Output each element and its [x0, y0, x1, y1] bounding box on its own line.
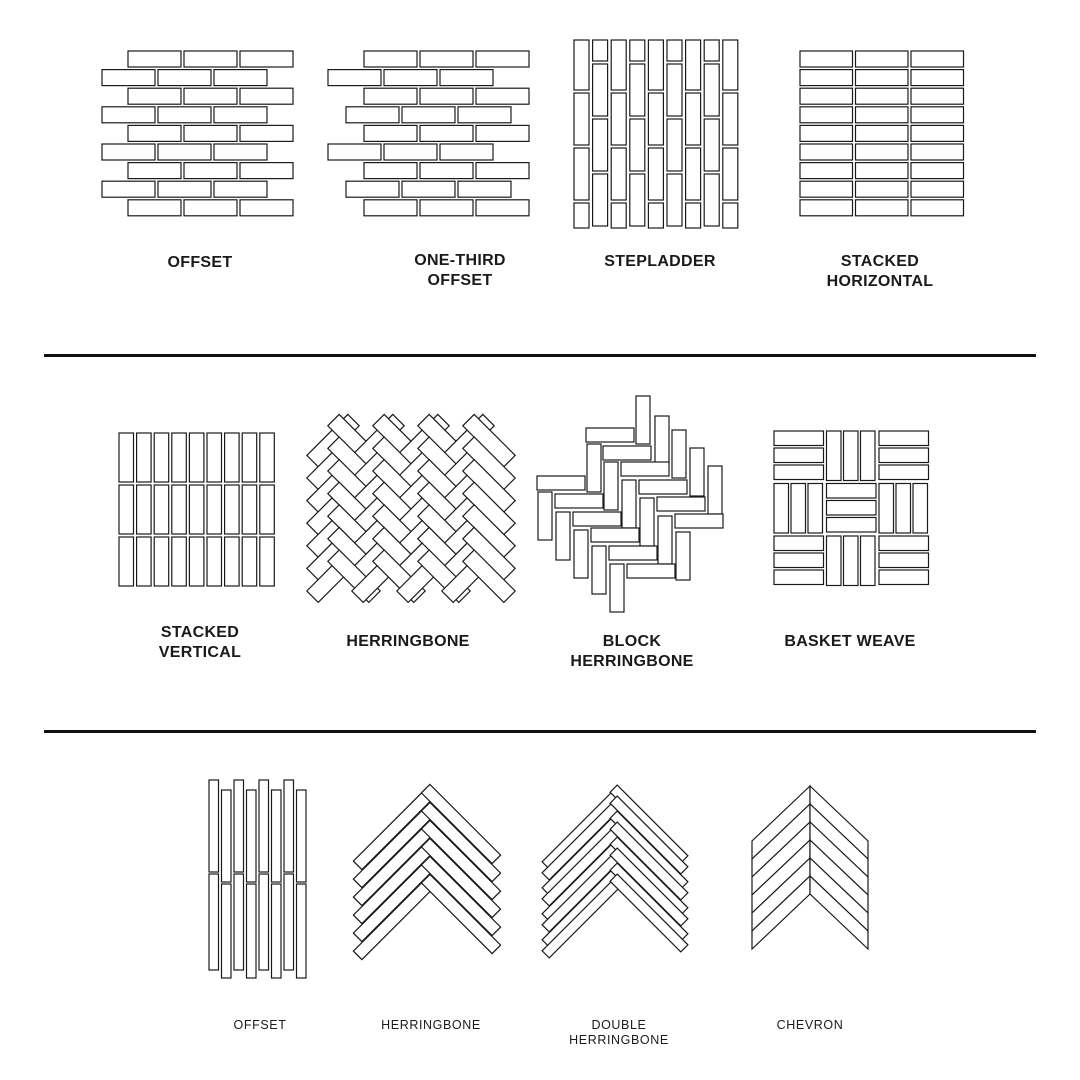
- tile: [574, 40, 589, 90]
- tile: [402, 181, 455, 197]
- tile: [158, 70, 211, 86]
- tile: [420, 51, 473, 67]
- tile: [458, 181, 511, 197]
- tile: [911, 88, 964, 104]
- tile: [574, 203, 589, 228]
- tile: [209, 780, 219, 872]
- label-block-herringbone: [542, 632, 722, 672]
- tile: [844, 536, 859, 586]
- tile: [214, 144, 267, 160]
- tile: [827, 501, 877, 516]
- tile: [158, 181, 211, 197]
- tile: [704, 40, 719, 61]
- tile: [856, 125, 909, 141]
- tile: [704, 119, 719, 171]
- tile: [603, 446, 651, 460]
- tile: [225, 485, 240, 534]
- tile: [827, 536, 842, 586]
- tile: [640, 498, 654, 546]
- label-line: VERTICAL: [158, 644, 242, 661]
- tile: [128, 88, 181, 104]
- tile: [172, 485, 187, 534]
- tile: [225, 433, 240, 482]
- tile: [791, 484, 806, 534]
- label-herringbone: [320, 632, 496, 652]
- label-line: HERRINGBONE: [346, 633, 470, 650]
- label-line: HERRINGBONE: [381, 1018, 481, 1032]
- tile: [672, 430, 686, 478]
- tile: [827, 518, 877, 533]
- tile: [911, 163, 964, 179]
- tile: [328, 70, 381, 86]
- tile: [723, 93, 738, 145]
- tile: [911, 70, 964, 86]
- tile: [574, 530, 588, 578]
- tile: [627, 564, 675, 578]
- chevron-pattern: [752, 786, 868, 949]
- tile: [240, 200, 293, 216]
- tile: [574, 93, 589, 145]
- tile: [346, 107, 399, 123]
- tile: [234, 874, 244, 970]
- label-line: DOUBLE: [591, 1018, 647, 1032]
- tile: [364, 200, 417, 216]
- tile: [800, 144, 853, 160]
- stacked-vertical-pattern: [119, 433, 274, 586]
- tile: [861, 536, 876, 586]
- label-line: STACKED: [840, 253, 920, 270]
- double-herringbone-pattern: [542, 785, 688, 958]
- label-double-herringbone: [554, 1018, 684, 1048]
- label-offset: [125, 253, 275, 273]
- tile: [774, 484, 789, 534]
- label-basket-weave: [760, 632, 940, 652]
- tile: [189, 433, 204, 482]
- tile: [240, 125, 293, 141]
- tile: [622, 480, 636, 528]
- tile: [856, 181, 909, 197]
- tile: [102, 144, 155, 160]
- tile: [420, 88, 473, 104]
- tile: [704, 64, 719, 116]
- tile: [119, 433, 134, 482]
- tile: [611, 40, 626, 90]
- tile: [913, 484, 928, 534]
- tile: [574, 148, 589, 200]
- tile: [856, 88, 909, 104]
- tile: [827, 484, 877, 499]
- tile: [476, 163, 529, 179]
- tile: [667, 40, 682, 61]
- tile: [879, 553, 929, 568]
- label-line: OFFSET: [167, 254, 233, 271]
- tile: [675, 514, 723, 528]
- tile: [800, 200, 853, 216]
- basket-weave-pattern: [774, 431, 929, 586]
- tile: [137, 433, 152, 482]
- tile: [158, 107, 211, 123]
- narrow-offset-pattern: [209, 780, 306, 978]
- tile: [655, 416, 669, 464]
- tile: [364, 51, 417, 67]
- tile: [630, 119, 645, 171]
- tile: [346, 181, 399, 197]
- tile: [800, 88, 853, 104]
- label-line: BLOCK: [602, 633, 662, 650]
- tile: [774, 448, 824, 463]
- tile: [189, 485, 204, 534]
- tile: [704, 174, 719, 226]
- tile: [856, 70, 909, 86]
- tile: [593, 174, 608, 226]
- tile: [611, 93, 626, 145]
- tile: [537, 476, 585, 490]
- tile: [723, 203, 738, 228]
- tile: [774, 536, 824, 551]
- tile: [102, 181, 155, 197]
- label-line: ONE-THIRD: [414, 252, 506, 269]
- tile: [604, 462, 618, 510]
- label-chevron: [750, 1018, 870, 1033]
- label-line: OFFSET: [233, 1018, 287, 1032]
- tile: [225, 537, 240, 586]
- tile: [184, 51, 237, 67]
- stacked-horizontal-pattern: [800, 51, 964, 216]
- tile: [593, 40, 608, 61]
- tile: [774, 465, 824, 480]
- tile: [856, 107, 909, 123]
- tile: [911, 181, 964, 197]
- tile: [667, 119, 682, 171]
- tile: [911, 125, 964, 141]
- tile: [586, 428, 634, 442]
- label-line: STEPLADDER: [604, 253, 716, 270]
- tile: [879, 465, 929, 480]
- label-line: CHEVRON: [776, 1018, 844, 1032]
- tile: [476, 88, 529, 104]
- tile: [856, 163, 909, 179]
- tile: [119, 485, 134, 534]
- tile: [808, 484, 823, 534]
- tile: [234, 780, 244, 872]
- tile: [207, 433, 222, 482]
- tile: [827, 431, 842, 481]
- label-line: HERRINGBONE: [570, 653, 694, 670]
- tile: [879, 431, 929, 446]
- tile: [879, 570, 929, 585]
- tile: [242, 433, 257, 482]
- tile: [690, 448, 704, 496]
- tile: [593, 119, 608, 171]
- tile: [911, 144, 964, 160]
- tile: [896, 484, 911, 534]
- tile: [128, 125, 181, 141]
- tile: [911, 51, 964, 67]
- label-stacked-horizontal: [780, 252, 980, 292]
- tile: [591, 528, 639, 542]
- label-line: HORIZONTAL: [826, 273, 934, 290]
- tile: [284, 874, 294, 970]
- narrow-herringbone-pattern: [353, 784, 500, 959]
- row-divider-2: [44, 730, 1036, 733]
- tile: [364, 125, 417, 141]
- tile: [214, 107, 267, 123]
- tile: [800, 70, 853, 86]
- tile: [648, 203, 663, 228]
- tile: [911, 107, 964, 123]
- tile: [128, 163, 181, 179]
- tile: [774, 431, 824, 446]
- tile: [384, 144, 437, 160]
- tile: [657, 497, 705, 511]
- tile: [154, 485, 169, 534]
- label-stacked-vertical: [110, 623, 290, 663]
- tile: [538, 492, 552, 540]
- tile: [879, 448, 929, 463]
- tile: [240, 163, 293, 179]
- tile: [420, 200, 473, 216]
- tile: [214, 181, 267, 197]
- tile: [260, 485, 275, 534]
- herringbone-pattern: [307, 414, 515, 602]
- tile: [402, 107, 455, 123]
- tile: [207, 485, 222, 534]
- tile: [639, 480, 687, 494]
- tile: [154, 537, 169, 586]
- tile: [158, 144, 211, 160]
- tile: [476, 125, 529, 141]
- tile: [184, 125, 237, 141]
- tile: [800, 51, 853, 67]
- tile: [128, 51, 181, 67]
- label-line: OFFSET: [427, 272, 493, 289]
- tile: [911, 200, 964, 216]
- tile: [247, 790, 257, 882]
- tile: [260, 537, 275, 586]
- tile: [861, 431, 876, 481]
- tile: [259, 780, 269, 872]
- label-one-third-offset: [355, 251, 565, 291]
- tile: [856, 144, 909, 160]
- offset-pattern: [102, 51, 293, 216]
- tile: [242, 485, 257, 534]
- tile: [222, 884, 232, 978]
- tile: [102, 107, 155, 123]
- tile: [364, 163, 417, 179]
- tile: [774, 553, 824, 568]
- tile: [556, 512, 570, 560]
- label-line: HERRINGBONE: [569, 1033, 669, 1047]
- tile: [879, 536, 929, 551]
- tile: [209, 874, 219, 970]
- tile: [440, 70, 493, 86]
- tile: [611, 203, 626, 228]
- block-herringbone-pattern: [537, 396, 723, 612]
- tile: [723, 40, 738, 90]
- tile: [648, 93, 663, 145]
- tile: [328, 144, 381, 160]
- tile: [260, 433, 275, 482]
- tile: [667, 174, 682, 226]
- tile: [272, 790, 282, 882]
- tile: [630, 40, 645, 61]
- tile: [686, 203, 701, 228]
- tile: [184, 200, 237, 216]
- tile: [189, 537, 204, 586]
- label-stepladder: [560, 252, 760, 272]
- tile: [856, 51, 909, 67]
- tile: [611, 148, 626, 200]
- tile: [800, 107, 853, 123]
- tile: [686, 40, 701, 90]
- one-third-offset-pattern: [328, 51, 529, 216]
- tile: [686, 93, 701, 145]
- tile: [297, 790, 307, 882]
- tile: [184, 163, 237, 179]
- tile: [686, 148, 701, 200]
- tile: [364, 88, 417, 104]
- tile: [658, 516, 672, 564]
- label-narrow-offset: [200, 1018, 320, 1033]
- tile: [610, 564, 624, 612]
- tile: [667, 64, 682, 116]
- tile: [128, 200, 181, 216]
- tile: [476, 200, 529, 216]
- tile: [648, 148, 663, 200]
- tile: [800, 181, 853, 197]
- tile: [630, 64, 645, 116]
- tile: [242, 537, 257, 586]
- tile: [630, 174, 645, 226]
- tile: [184, 88, 237, 104]
- tile: [222, 790, 232, 882]
- tile: [800, 163, 853, 179]
- tile: [476, 51, 529, 67]
- tile: [240, 51, 293, 67]
- tile: [172, 537, 187, 586]
- tile: [420, 125, 473, 141]
- tile: [297, 884, 307, 978]
- tile: [621, 462, 669, 476]
- label-narrow-herringbone: [366, 1018, 496, 1033]
- tile: [708, 466, 722, 514]
- tile: [240, 88, 293, 104]
- tile: [844, 431, 859, 481]
- tile: [440, 144, 493, 160]
- tile: [587, 444, 601, 492]
- label-line: STACKED: [160, 624, 240, 641]
- tile: [247, 884, 257, 978]
- tile: [384, 70, 437, 86]
- tile: [774, 570, 824, 585]
- tile: [676, 532, 690, 580]
- tile: [420, 163, 473, 179]
- tile: [592, 546, 606, 594]
- tile: [555, 494, 603, 508]
- tile: [172, 433, 187, 482]
- tile: [609, 546, 657, 560]
- tile: [723, 148, 738, 200]
- tile: [137, 485, 152, 534]
- label-line: BASKET WEAVE: [784, 633, 916, 650]
- tile: [102, 70, 155, 86]
- row-divider-1: [44, 354, 1036, 357]
- tile: [272, 884, 282, 978]
- tile: [573, 512, 621, 526]
- tile: [636, 396, 650, 444]
- tile: [800, 125, 853, 141]
- tile: [259, 874, 269, 970]
- tile: [648, 40, 663, 90]
- tile: [119, 537, 134, 586]
- tile: [214, 70, 267, 86]
- tile: [458, 107, 511, 123]
- stepladder-pattern: [574, 40, 738, 228]
- tile: [284, 780, 294, 872]
- tile: [154, 433, 169, 482]
- tile: [879, 484, 894, 534]
- tile: [207, 537, 222, 586]
- tile: [856, 200, 909, 216]
- tile: [593, 64, 608, 116]
- tile: [137, 537, 152, 586]
